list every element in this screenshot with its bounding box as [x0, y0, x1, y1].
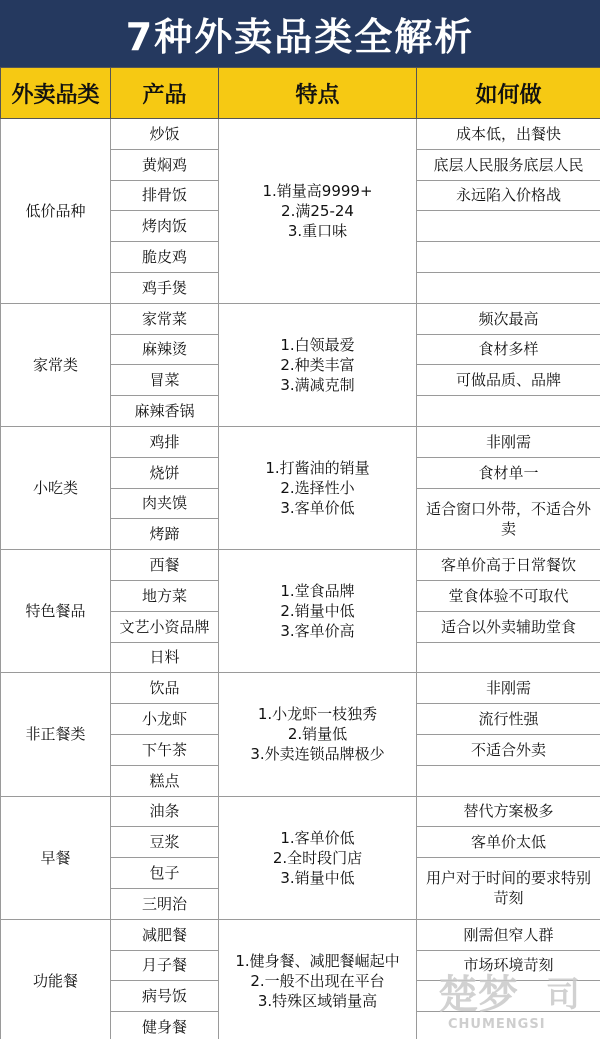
table-row: [1, 919, 600, 950]
product-cell: 肉夹馍: [111, 488, 219, 519]
product-cell: 小龙虾: [111, 704, 219, 735]
header-category: 外卖品类: [1, 68, 111, 119]
feature-line: 1.销量高9999+: [262, 181, 373, 200]
category-cell: 小吃类: [1, 426, 111, 549]
how-cell: 客单价高于日常餐饮: [417, 550, 600, 581]
feature-line: 3.满减克制: [280, 375, 355, 394]
feature-line: 1.健身餐、减肥餐崛起中: [235, 951, 400, 970]
feature-line: 2.销量低: [287, 725, 348, 744]
how-cell: [417, 242, 600, 273]
product-cell: 炒饭: [111, 119, 219, 150]
category-table: [0, 67, 600, 1039]
product-cell: 健身餐: [111, 1012, 219, 1039]
feature-line: 3.客单价高: [280, 622, 355, 641]
feature-line: 3.外卖连锁品牌极少: [250, 745, 385, 764]
product-cell: 文艺小资品牌: [111, 611, 219, 642]
table-row: [1, 303, 600, 334]
feature-line: 3.重口味: [287, 221, 348, 240]
feature-line: 2.全时段门店: [272, 848, 363, 867]
features-cell: [219, 919, 417, 1039]
feature-line: 2.销量中低: [280, 602, 355, 621]
header-how: 如何做: [417, 68, 600, 119]
features-cell: [219, 303, 417, 426]
feature-line: 1.小龙虾一枝独秀: [257, 705, 378, 724]
feature-line: 3.客单价低: [280, 499, 355, 518]
product-cell: 排骨饭: [111, 180, 219, 211]
feature-line: 3.销量中低: [280, 868, 355, 887]
product-cell: 月子餐: [111, 950, 219, 981]
product-cell: 鸡排: [111, 426, 219, 457]
how-cell: 可做品质、品牌: [417, 365, 600, 396]
product-cell: 烤肉饭: [111, 211, 219, 242]
how-cell: [417, 272, 600, 303]
features-cell: [219, 673, 417, 796]
product-cell: 家常菜: [111, 303, 219, 334]
product-cell: 三明治: [111, 888, 219, 919]
product-cell: 豆浆: [111, 827, 219, 858]
category-cell: 家常类: [1, 303, 111, 426]
product-cell: 下午茶: [111, 734, 219, 765]
product-cell: 糕点: [111, 765, 219, 796]
feature-line: 1.白领最爱: [280, 335, 355, 354]
how-cell: 刚需但窄人群: [417, 919, 600, 950]
product-cell: 地方菜: [111, 580, 219, 611]
category-cell: 非正餐类: [1, 673, 111, 796]
features-cell: [219, 119, 417, 304]
table-row: [1, 426, 600, 457]
table-row: [1, 673, 600, 704]
table-row: [1, 550, 600, 581]
how-cell: 非刚需: [417, 426, 600, 457]
category-cell: 早餐: [1, 796, 111, 919]
header-product: 产品: [111, 68, 219, 119]
product-cell: 鸡手煲: [111, 272, 219, 303]
product-cell: 麻辣香锅: [111, 396, 219, 427]
watermark-glyph: 司: [546, 975, 580, 1015]
how-cell: [417, 642, 600, 673]
product-cell: 油条: [111, 796, 219, 827]
category-cell: 特色餐品: [1, 550, 111, 673]
product-cell: 麻辣烫: [111, 334, 219, 365]
table-header-row: [1, 68, 600, 119]
feature-line: 2.满25-24: [281, 201, 354, 220]
product-cell: 烧饼: [111, 457, 219, 488]
category-cell: 低价品种: [1, 119, 111, 304]
header-features: 特点: [219, 68, 417, 119]
how-cell: 频次最高: [417, 303, 600, 334]
page-title: 7种外卖品类全解析: [125, 15, 475, 59]
how-cell: 堂食体验不可取代: [417, 580, 600, 611]
title-banner: [0, 0, 600, 67]
how-cell: 用户对于时间的要求特别苛刻: [417, 858, 600, 920]
product-cell: 病号饭: [111, 981, 219, 1012]
how-cell: [417, 211, 600, 242]
feature-line: 1.打酱油的销量: [265, 459, 370, 478]
product-cell: 脆皮鸡: [111, 242, 219, 273]
how-cell: 替代方案极多: [417, 796, 600, 827]
watermark-logo: [418, 962, 598, 1034]
table-row: [1, 119, 600, 150]
feature-line: 3.特殊区域销量高: [257, 991, 378, 1010]
how-cell: 适合窗口外带，不适合外卖: [417, 488, 600, 550]
how-cell: 适合以外卖辅助堂食: [417, 611, 600, 642]
product-cell: 减肥餐: [111, 919, 219, 950]
how-cell: 食材单一: [417, 457, 600, 488]
feature-line: 2.选择性小: [280, 479, 355, 498]
how-cell: 食材多样: [417, 334, 600, 365]
product-cell: 黄焖鸡: [111, 149, 219, 180]
product-cell: 烤蹄: [111, 519, 219, 550]
feature-line: 1.堂食品牌: [280, 582, 355, 601]
how-cell: 永远陷入价格战: [417, 180, 600, 211]
table-row: [1, 796, 600, 827]
product-cell: 冒菜: [111, 365, 219, 396]
product-cell: 包子: [111, 858, 219, 889]
how-cell: 流行性强: [417, 704, 600, 735]
how-cell: 底层人民服务底层人民: [417, 149, 600, 180]
feature-line: 2.一般不出现在平台: [250, 971, 385, 990]
how-cell: 客单价太低: [417, 827, 600, 858]
features-cell: [219, 426, 417, 549]
product-cell: 饮品: [111, 673, 219, 704]
product-cell: 日料: [111, 642, 219, 673]
feature-line: 1.客单价低: [280, 828, 355, 847]
features-cell: [219, 796, 417, 919]
watermark-sub: CHUMENGSI: [448, 1017, 546, 1032]
how-cell: 不适合外卖: [417, 734, 600, 765]
how-cell: [417, 765, 600, 796]
how-cell: 非刚需: [417, 673, 600, 704]
category-cell: 功能餐: [1, 919, 111, 1039]
feature-line: 2.种类丰富: [280, 355, 355, 374]
features-cell: [219, 550, 417, 673]
watermark-main: 楚梦: [438, 972, 518, 1018]
how-cell: 市场环境苛刻: [417, 950, 600, 981]
how-cell: [417, 396, 600, 427]
table-body: [1, 119, 600, 1039]
how-cell: 成本低，出餐快: [417, 119, 600, 150]
product-cell: 西餐: [111, 550, 219, 581]
